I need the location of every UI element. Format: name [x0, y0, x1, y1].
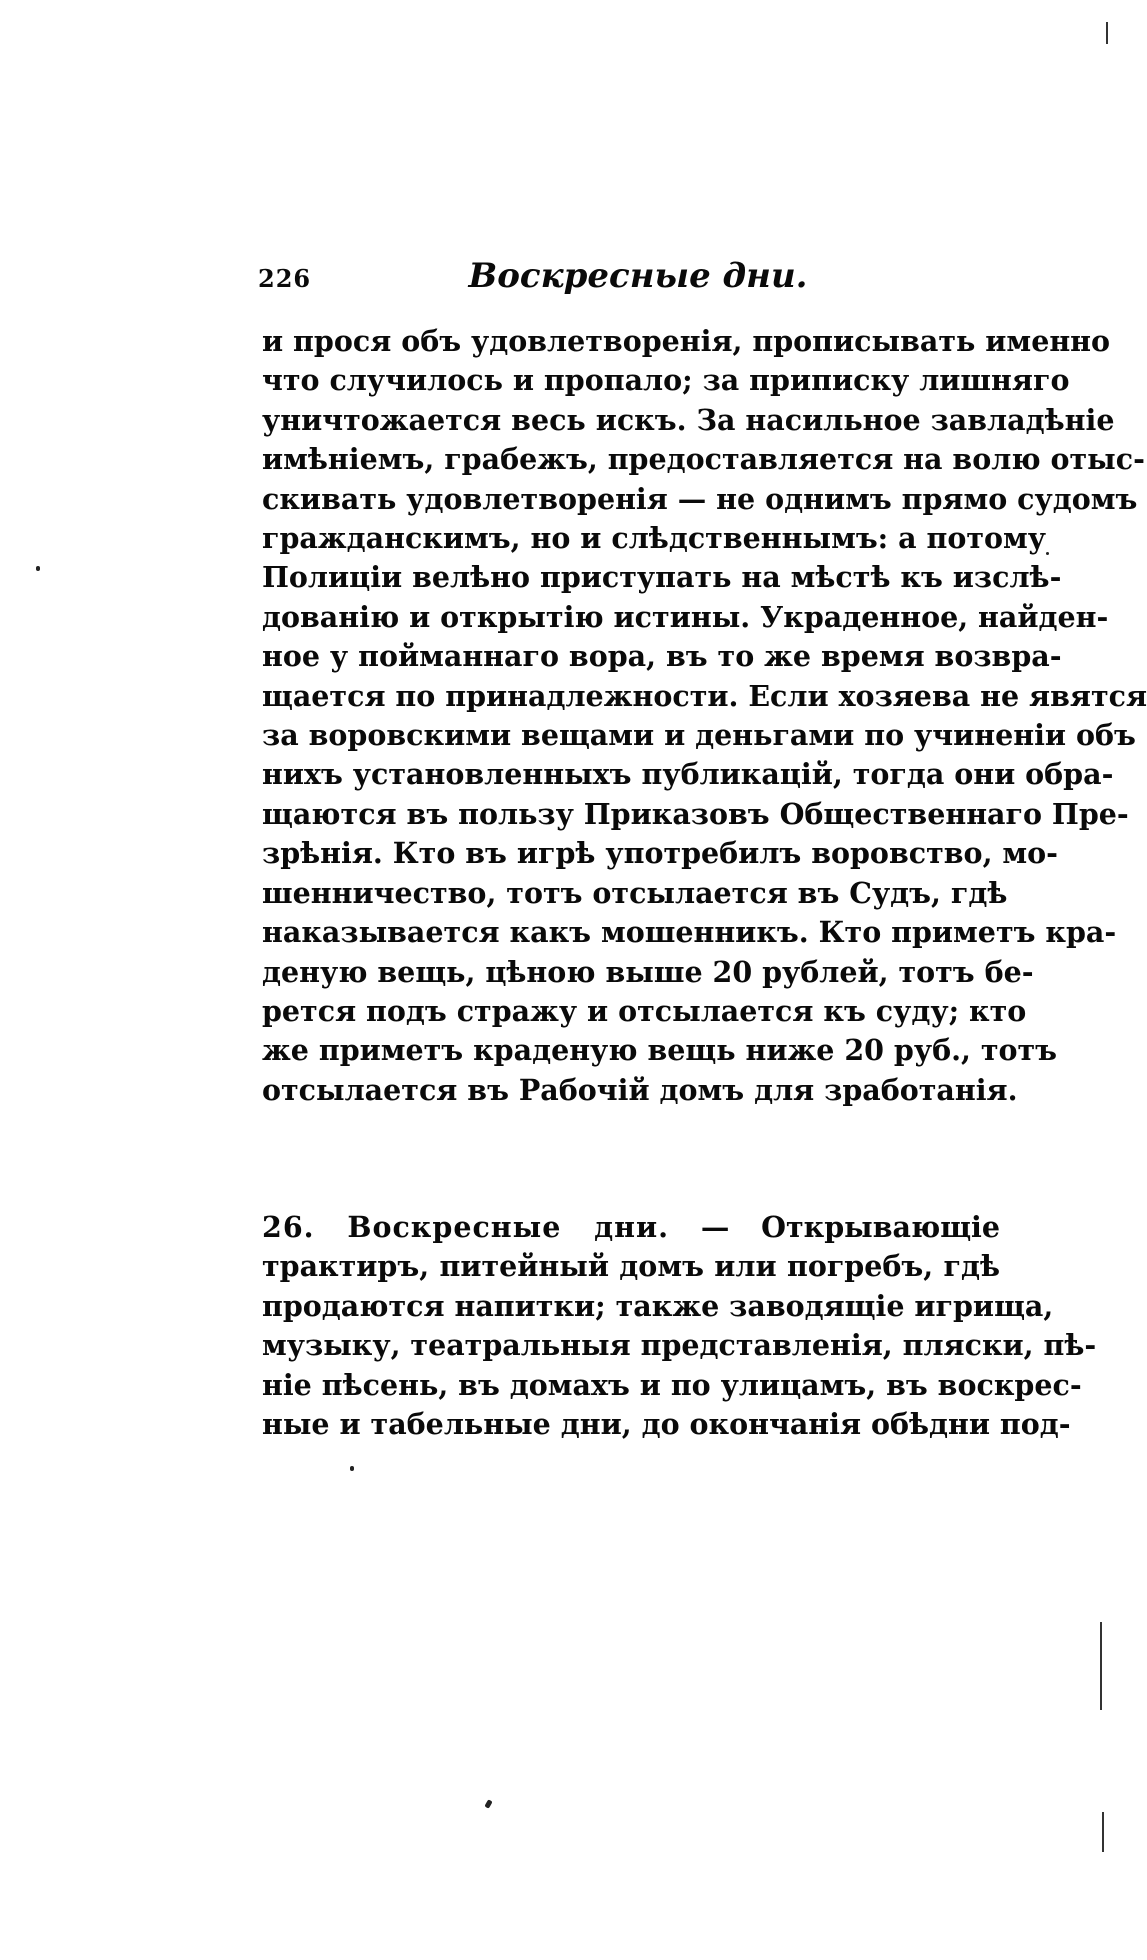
margin-mark	[1100, 1622, 1102, 1710]
text-line: и прося объ удовлетворенія, прописывать именно	[262, 324, 1111, 358]
ink-speck	[36, 566, 40, 571]
text-line: уничтожается весь искъ. За насильное завладѣніе	[262, 402, 1115, 437]
text-line: же приметъ краденую вещь ниже 20 руб., тотъ	[262, 1033, 1058, 1068]
text-line: рется подъ стражу и отсылается къ суду; кто	[262, 993, 1027, 1028]
page-number: 226	[258, 264, 312, 293]
text-line: гражданскимъ, но и слѣдственнымъ: а потому	[262, 521, 1047, 556]
text-line: щается по принадлежности. Если хозяева не явятся	[262, 678, 1147, 713]
text-line: нихъ установленныхъ публикацій, тогда они обра-	[262, 757, 1114, 792]
page-header	[258, 256, 998, 306]
text-line: шенничество, тотъ отсылается въ Судъ, гдѣ	[262, 875, 1008, 910]
text-line: скивать удовлетворенія — не однимъ прямо судомъ	[262, 481, 1138, 516]
paragraph-1	[262, 322, 1147, 1110]
text-line: ные и табельные дни, до окончанія обѣдни под-	[262, 1407, 1071, 1442]
text-line: ное у пойманнаго вора, въ то же время возвра-	[262, 639, 1062, 674]
margin-mark	[1102, 1812, 1104, 1852]
ink-speck	[1046, 552, 1049, 555]
ink-speck	[484, 1799, 492, 1808]
ink-speck	[350, 1466, 354, 1471]
running-title: Воскресные дни.	[468, 256, 808, 296]
text-line: зрѣнія. Кто въ игрѣ употребилъ воровство, мо-	[262, 836, 1059, 871]
text-line: музыку, театральныя представленія, пляски, пѣ-	[262, 1328, 1097, 1363]
text-line: деную вещь, цѣною выше 20 рублей, тотъ бе-	[262, 954, 1034, 989]
text-line: ніе пѣсень, въ домахъ и по улицамъ, въ воскрес-	[262, 1367, 1082, 1402]
section-heading: 26. Воскресные дни.	[262, 1210, 670, 1244]
text-line: отсылается въ Рабочій домъ для зработанія.	[262, 1072, 1018, 1107]
text-line: дованію и открытію истины. Украденное, найден-	[262, 599, 1109, 634]
text-line: что случилось и пропало; за приписку лишняго	[262, 363, 1070, 398]
section-first-line	[262, 1208, 1000, 1247]
text-line: — Открывающіе	[700, 1210, 1000, 1244]
margin-mark	[1106, 22, 1108, 44]
text-line: продаются напитки; также заводящіе игрища,	[262, 1288, 1054, 1323]
text-line: имѣніемъ, грабежъ, предоставляется на волю отыс-	[262, 442, 1145, 477]
text-line: за воровскими вещами и деньгами по учиненіи объ	[262, 718, 1136, 753]
section-26	[262, 1208, 1097, 1444]
text-line: трактиръ, питейный домъ или погребъ, гдѣ	[262, 1249, 1000, 1284]
text-line: наказывается какъ мошенникъ. Кто приметъ кра-	[262, 915, 1117, 950]
text-line: щаются въ пользу Приказовъ Общественнаго Пре-	[262, 796, 1129, 831]
text-line: Полиціи велѣно приступать на мѣстѣ къ изслѣ-	[262, 560, 1062, 595]
